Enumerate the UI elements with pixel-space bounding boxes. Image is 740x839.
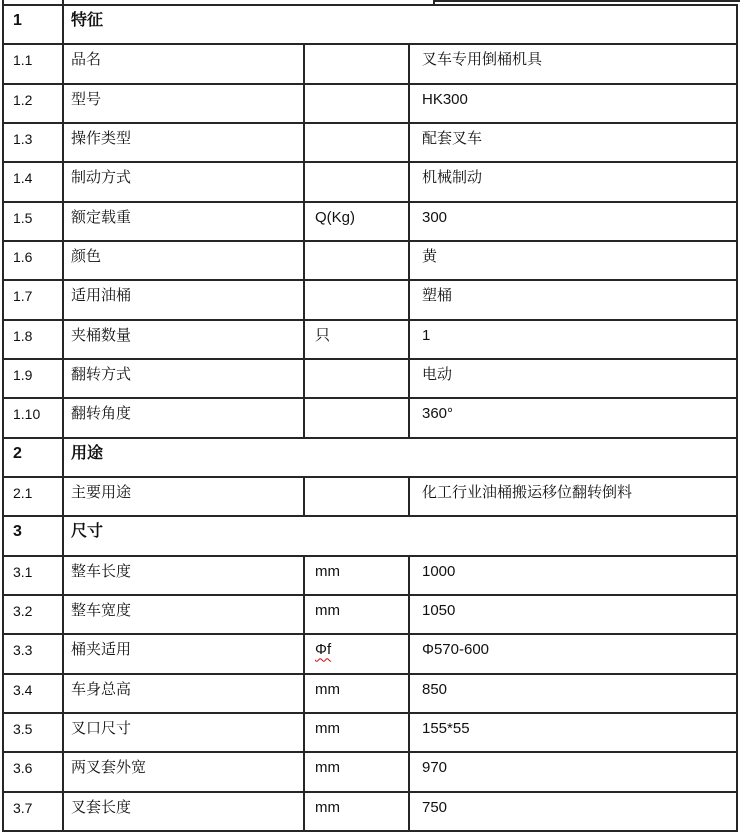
- value-cell: 300: [422, 208, 448, 226]
- row-number-cell: 3.1: [4, 557, 64, 594]
- item-name-cell: 主要用途: [64, 478, 305, 515]
- table-row: [4, 321, 736, 360]
- value-cell: 1050: [422, 601, 456, 619]
- unit-text: mm: [315, 719, 340, 737]
- value-cell: 360°: [422, 405, 454, 423]
- section-title-cell: 特征: [71, 12, 104, 29]
- row-number-cell: 1.1: [4, 45, 64, 82]
- table-row: [4, 793, 736, 830]
- table-row: [4, 714, 736, 753]
- value-cell: Φ570-600: [422, 641, 490, 659]
- section-row: [4, 517, 736, 556]
- cropped-row-fragment-line: [433, 0, 740, 2]
- value-cell: 塑桶: [422, 287, 453, 305]
- section-row: [4, 439, 736, 478]
- item-name-cell: 翻转方式: [64, 360, 305, 397]
- unit-cell: [305, 399, 410, 436]
- row-number-cell: 1.8: [4, 321, 64, 358]
- item-name-cell: 叉口尺寸: [64, 714, 305, 751]
- value-cell: 970: [422, 759, 448, 777]
- value-cell: 155*55: [422, 719, 470, 737]
- unit-cell: [305, 596, 410, 633]
- item-name-cell: 两叉套外宽: [64, 753, 305, 790]
- item-name-cell: 制动方式: [64, 163, 305, 200]
- value-cell: 配套叉车: [422, 129, 483, 147]
- section-title-cell: 尺寸: [71, 523, 104, 541]
- unit-text: mm: [315, 601, 340, 619]
- table-row: [4, 360, 736, 399]
- item-name-cell: 整车长度: [64, 557, 305, 594]
- item-name-cell: 夹桶数量: [64, 321, 305, 358]
- row-number-cell: 3: [4, 517, 64, 554]
- unit-cell: [305, 281, 410, 318]
- item-name-cell: 叉套长度: [64, 793, 305, 830]
- table-row: [4, 85, 736, 124]
- table-row: [4, 557, 736, 596]
- unit-text: mm: [315, 680, 340, 698]
- unit-cell: [305, 163, 410, 200]
- item-name-cell: 整车宽度: [64, 596, 305, 633]
- unit-cell: [305, 714, 410, 751]
- unit-cell: [305, 124, 410, 161]
- table-row: [4, 635, 736, 674]
- unit-cell: [305, 360, 410, 397]
- value-cell: HK300: [422, 90, 468, 108]
- item-name-cell: 型号: [64, 85, 305, 122]
- table-row: [4, 203, 736, 242]
- unit-cell: [305, 321, 410, 358]
- value-cell: 叉车专用倒桶机具: [422, 51, 543, 69]
- unit-text: 只: [315, 326, 331, 344]
- row-number-cell: 1.4: [4, 163, 64, 200]
- value-cell: 化工行业油桶搬运移位翻转倒料: [422, 483, 633, 501]
- section-title-cell: 用途: [71, 444, 104, 462]
- unit-cell: [305, 203, 410, 240]
- table-row: [4, 399, 736, 438]
- row-number-cell: 1.3: [4, 124, 64, 161]
- unit-cell: [305, 478, 410, 515]
- table-row: [4, 242, 736, 281]
- table-row: [4, 478, 736, 517]
- value-cell: 黄: [422, 247, 438, 265]
- table-row: [4, 753, 736, 792]
- row-number-cell: 3.2: [4, 596, 64, 633]
- item-name-cell: 桶夹适用: [64, 635, 305, 672]
- item-name-cell: 适用油桶: [64, 281, 305, 318]
- unit-text: mm: [315, 759, 340, 777]
- value-cell: 1000: [422, 562, 456, 580]
- unit-cell: [305, 753, 410, 790]
- row-number-cell: 1.5: [4, 203, 64, 240]
- unit-cell: [305, 793, 410, 830]
- row-number-cell: 2.1: [4, 478, 64, 515]
- table-row: [4, 124, 736, 163]
- table-row: [4, 281, 736, 320]
- value-cell: 电动: [422, 365, 453, 383]
- item-name-cell: 车身总高: [64, 675, 305, 712]
- row-number-cell: 2: [4, 439, 64, 476]
- unit-text: mm: [315, 798, 340, 816]
- unit-cell: [305, 85, 410, 122]
- value-cell: 机械制动: [422, 169, 483, 187]
- unit-cell: [305, 635, 410, 672]
- row-number-cell: 3.4: [4, 675, 64, 712]
- section-row: [4, 6, 736, 45]
- row-number-cell: 3.7: [4, 793, 64, 830]
- table-row: [4, 45, 736, 84]
- unit-text: Q(Kg): [315, 208, 356, 226]
- value-cell: 750: [422, 798, 448, 816]
- table-row: [4, 675, 736, 714]
- unit-cell: [305, 557, 410, 594]
- row-number-cell: 1: [4, 6, 64, 43]
- item-name-cell: 品名: [64, 45, 305, 82]
- item-name-cell: 操作类型: [64, 124, 305, 161]
- row-number-cell: 3.6: [4, 753, 64, 790]
- item-name-cell: 翻转角度: [64, 399, 305, 436]
- row-number-cell: 1.6: [4, 242, 64, 279]
- item-name-cell: 额定载重: [64, 203, 305, 240]
- unit-text: mm: [315, 562, 340, 580]
- row-number-cell: 3.3: [4, 635, 64, 672]
- value-cell: 1: [422, 326, 431, 344]
- unit-cell: [305, 675, 410, 712]
- unit-text: Φf: [315, 641, 332, 659]
- table-row: [4, 596, 736, 635]
- item-name-cell: 颜色: [64, 242, 305, 279]
- row-number-cell: 3.5: [4, 714, 64, 751]
- unit-cell: [305, 45, 410, 82]
- spec-table: [2, 4, 738, 832]
- value-cell: 850: [422, 680, 448, 698]
- row-number-cell: 1.9: [4, 360, 64, 397]
- row-number-cell: 1.7: [4, 281, 64, 318]
- unit-cell: [305, 242, 410, 279]
- table-row: [4, 163, 736, 202]
- row-number-cell: 1.10: [4, 399, 64, 436]
- row-number-cell: 1.2: [4, 85, 64, 122]
